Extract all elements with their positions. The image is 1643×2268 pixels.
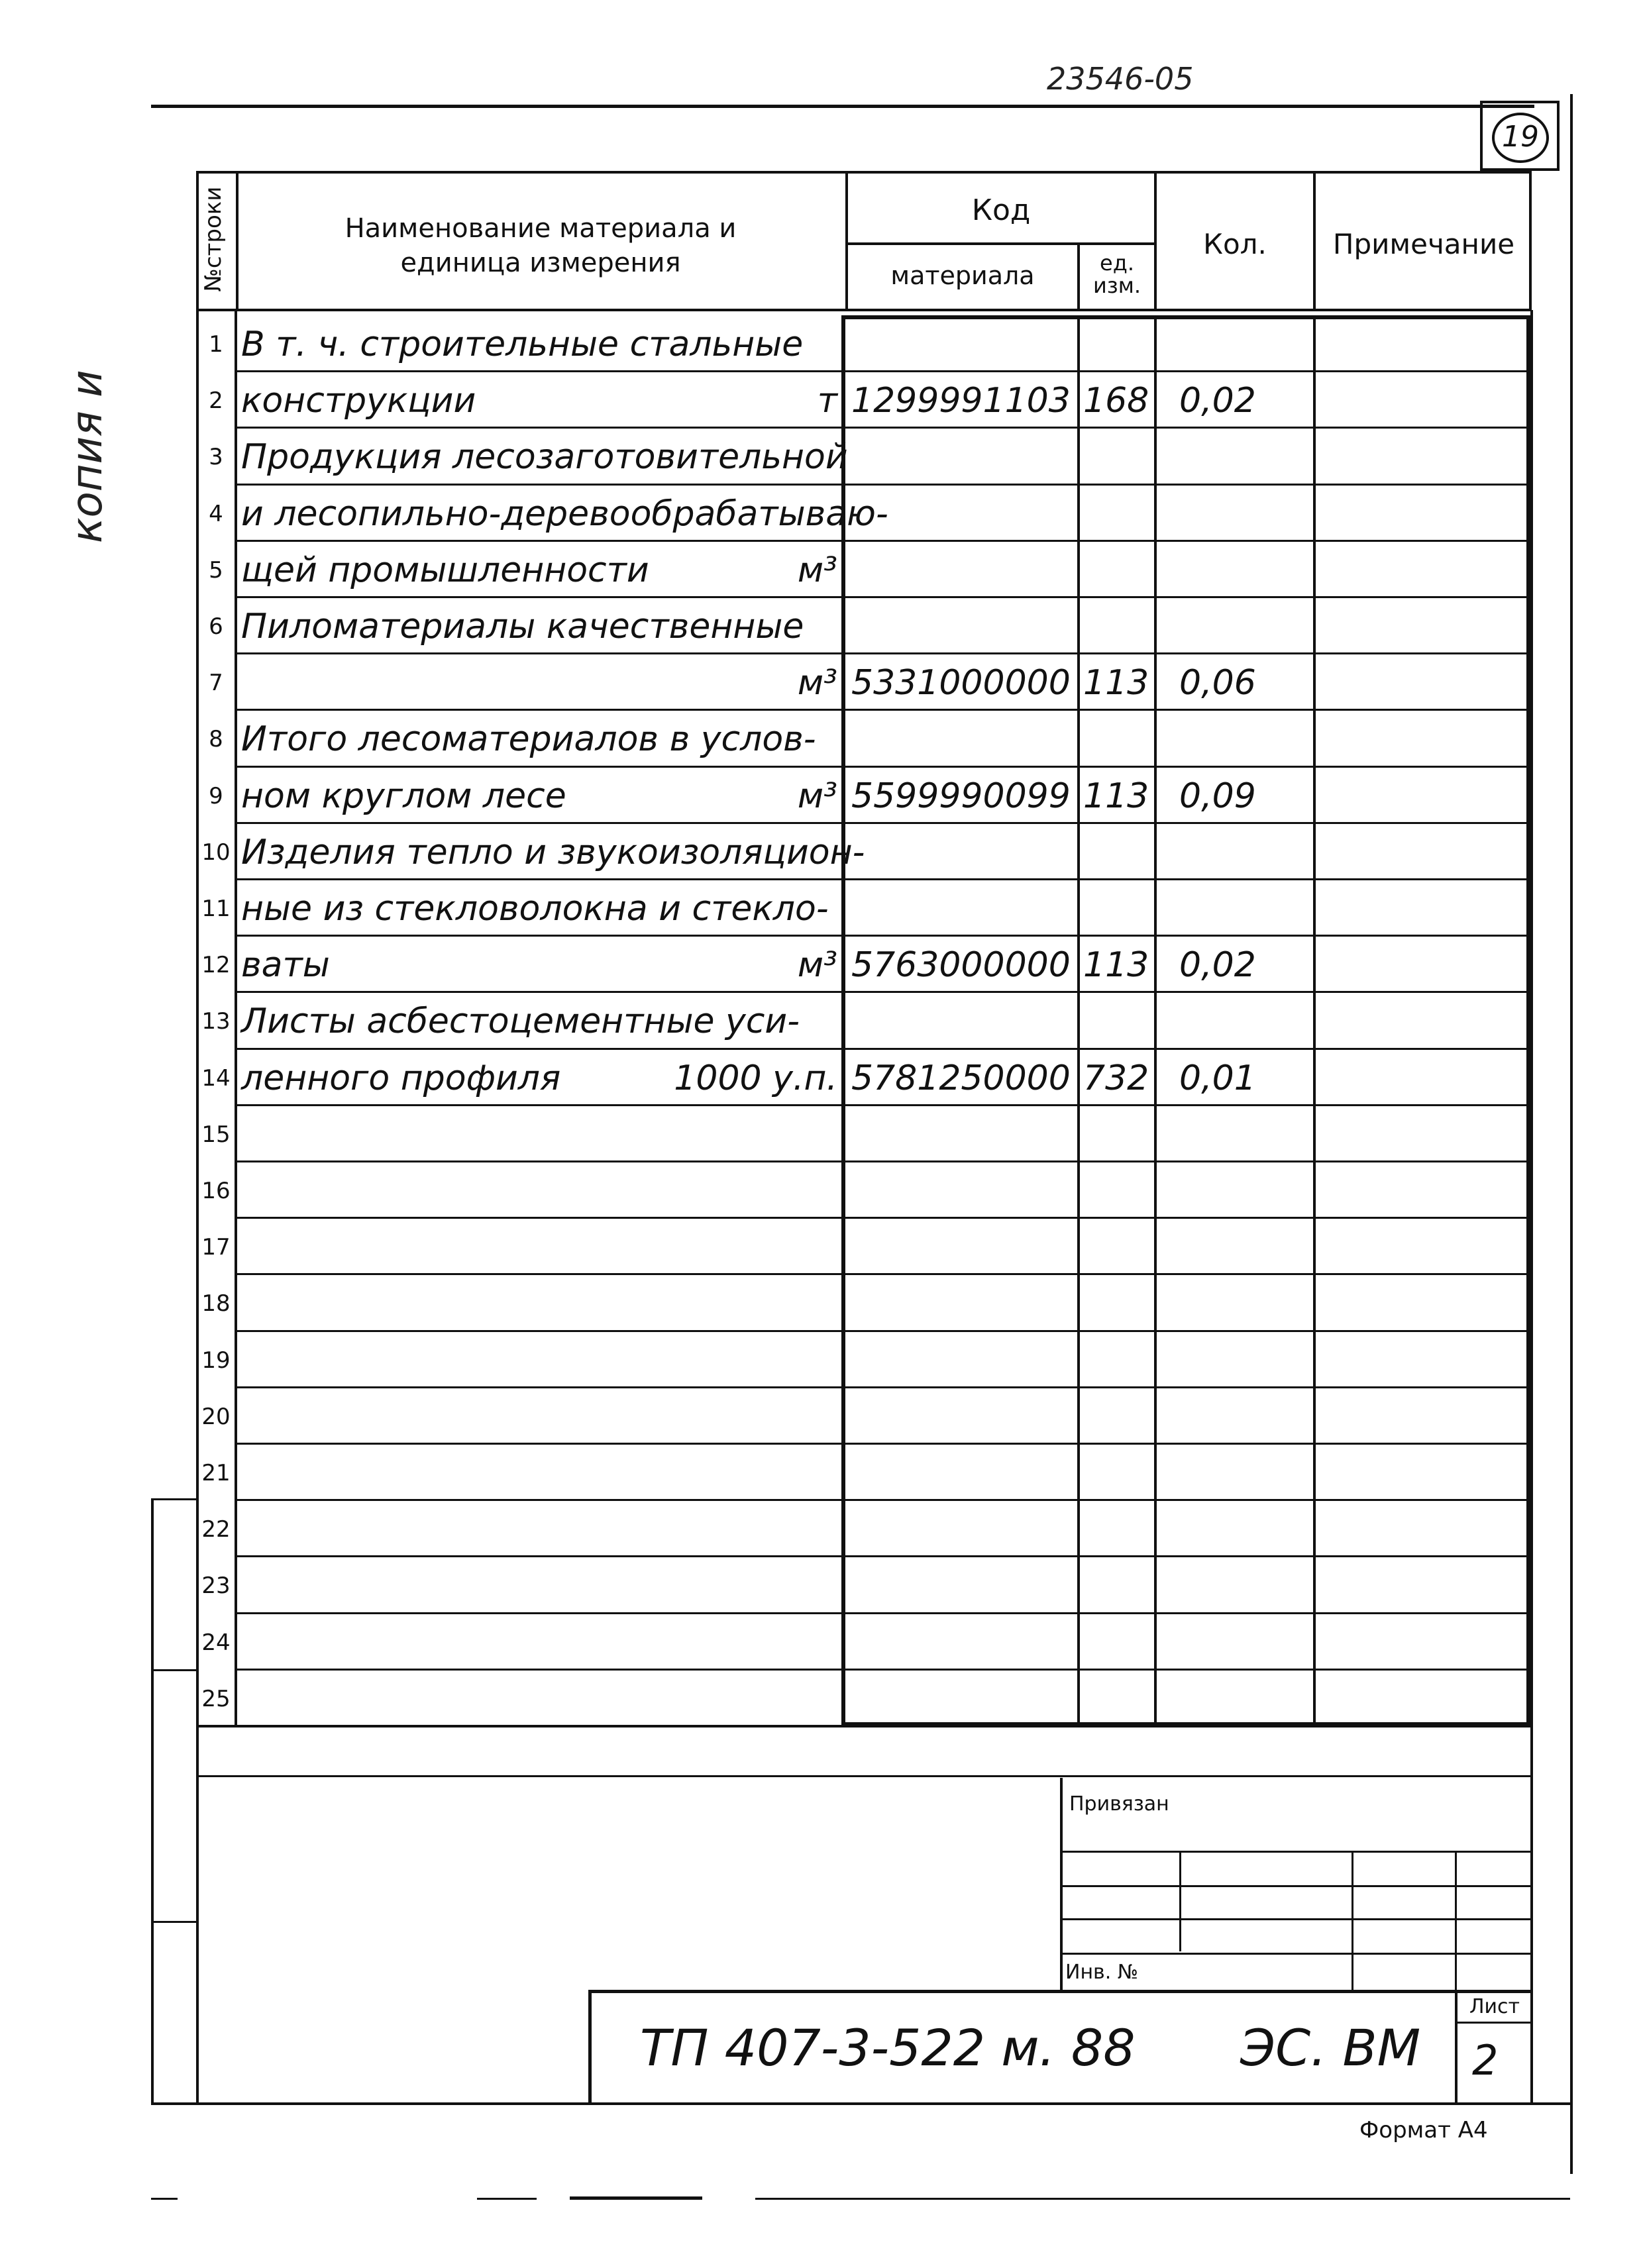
row-number: 21 [201,1460,231,1486]
row-number: 17 [201,1234,231,1261]
inv-no-label: Инв. № [1065,1961,1139,1984]
header-qty: Кол. [1203,228,1267,260]
row-separator [235,1443,1532,1445]
row-number: 5 [209,556,223,584]
row-separator [235,1386,1532,1388]
priv-line-4 [1060,1953,1533,1955]
doc-code: ТП 407-3-522 м. 88 [640,2018,1136,2077]
row-number: 4 [209,500,223,527]
row-number: 18 [201,1290,231,1317]
row-material-name: Листы асбестоцементные уси- [241,1002,800,1042]
row-separator [235,370,1532,372]
row-separator [235,1160,1532,1162]
header-row-no: №строки [200,186,227,292]
row-number: 19 [201,1347,231,1374]
priv-line-3 [1060,1918,1533,1920]
header-unit-line1: ед. [1100,250,1134,276]
bottom-dash-4 [755,2198,1570,2200]
row-separator [235,766,1532,768]
row-separator [235,427,1532,429]
header-unit-line2: изм. [1092,273,1141,298]
row-number: 23 [201,1572,231,1600]
row-material-name: ном круглом лесе [241,776,566,816]
row-unit-measure: м³ [797,663,837,703]
row-unit-code: 113 [1083,663,1149,703]
body-div-qty [1313,315,1316,1726]
doc-part: ЭС. ВМ [1240,2018,1421,2077]
row-material-code: 5331000000 [851,663,1071,703]
row-separator [235,1104,1532,1106]
row-number: 20 [201,1403,231,1430]
row-number: 8 [209,726,223,753]
row-unit-code: 113 [1083,776,1149,816]
header-code: Код [971,193,1031,227]
row-quantity: 0,02 [1179,381,1256,421]
row-number: 7 [209,670,223,697]
row-material-name: ные из стекловолокна и стекло- [241,889,829,929]
row-unit-measure: 1000 у.п. [674,1058,837,1098]
row-material-name: ваты [241,945,330,986]
row-number: 10 [201,839,231,866]
row-material-name: и лесопильно-деревообрабатываю- [241,493,888,534]
row-material-name: В т. ч. строительные стальные [241,325,804,364]
row-number: 14 [201,1064,231,1092]
row-material-code: 5763000000 [851,945,1071,986]
page-circle-number: 19 [1492,113,1549,163]
row-number: 3 [209,444,223,471]
frame-left-outer [151,1498,154,2105]
sheet-number: 2 [1472,2036,1499,2085]
row-separator [235,709,1532,711]
row-number: 6 [209,613,223,640]
row-number: 15 [201,1121,231,1148]
bottom-dash-2 [477,2198,537,2200]
header-note: Примечание [1332,228,1515,260]
row-number: 9 [209,782,223,809]
body-div-ed [1077,315,1080,1726]
row-separator [235,1612,1532,1614]
row-quantity: 0,01 [1179,1058,1256,1098]
row-separator [235,1330,1532,1332]
row-separator [235,652,1532,654]
priv-vline-2 [1352,1851,1353,1992]
row-material-name: Итого лесоматериалов в услов- [241,719,816,760]
row-number: 2 [209,387,223,415]
row-material-name: щей промышленности [241,550,649,590]
sheet-label: Лист [1469,1995,1520,2018]
row-quantity: 0,09 [1179,776,1256,816]
bottom-dash-1 [151,2198,178,2200]
row-separator [235,822,1532,824]
row-number: 1 [209,331,223,358]
row-material-name: конструкции [241,381,476,421]
title-block-top [196,1775,1533,1777]
top-stamp-number: 23546-05 [1047,61,1194,97]
row-unit-code: 732 [1083,1058,1149,1098]
row-number: 12 [201,952,231,979]
data-block-frame [841,315,1530,1726]
row-separator [235,1669,1532,1671]
row-unit-measure: м³ [797,550,837,590]
row-separator [235,484,1532,486]
row-separator [235,1555,1532,1557]
row-separator [235,1048,1532,1050]
row-number: 24 [201,1629,231,1656]
row-separator [235,540,1532,542]
header-name-line2: единица измерения [400,248,681,278]
row-separator [235,1499,1532,1501]
row-separator [235,935,1532,937]
sheet-split [1455,2022,1533,2024]
row-number: 11 [201,896,231,922]
side-note: копия и [63,370,112,543]
row-separator [235,878,1532,880]
bottom-dash-3 [570,2196,702,2200]
row-material-name: ленного профиля [241,1058,561,1098]
row-separator [235,991,1532,993]
row-separator [235,1217,1532,1219]
frame-right [1570,94,1573,2174]
format-label: Формат А4 [1359,2117,1488,2143]
side-box-mid2 [151,1921,197,1923]
priv-line-1 [1060,1851,1533,1853]
row-number: 25 [201,1685,231,1712]
row-quantity: 0,02 [1179,945,1256,986]
header-name-line1: Наименование материала и [344,213,737,244]
page-circle [1480,101,1560,171]
row-unit-measure: м³ [797,945,837,986]
priv-vline-1 [1179,1851,1181,1951]
row-material-name: Пиломатериалы качественные [241,607,804,646]
hdr-div-name [845,171,848,311]
row-quantity: 0,06 [1179,663,1256,703]
top-rule [151,105,1534,108]
side-box-mid [151,1669,197,1671]
row-unit-code: 168 [1083,381,1149,421]
row-unit-code: 113 [1083,945,1149,986]
row-separator [235,1273,1532,1275]
side-box-top [151,1498,197,1500]
row-number: 13 [201,1008,231,1035]
header-material: материала [890,261,1035,290]
row-separator [235,596,1532,598]
privyazan-label: Привязан [1069,1792,1169,1816]
row-unit-measure: м³ [797,776,837,816]
priv-vline-3 [1455,1851,1457,1992]
row-number: 22 [201,1516,231,1543]
row-number: 16 [201,1178,231,1204]
row-unit-measure: т [817,381,837,421]
row-material-name: Продукция лесозаготовительной [241,437,848,478]
body-div-code [1154,315,1157,1726]
row-material-code: 5599990099 [851,776,1071,816]
row-material-name: Изделия тепло и звукоизоляцион- [241,832,865,872]
priv-line-2 [1060,1885,1533,1887]
row-material-code: 1299991103 [851,381,1071,421]
hdr-code-split [845,242,1155,245]
row-material-code: 5781250000 [851,1058,1071,1098]
